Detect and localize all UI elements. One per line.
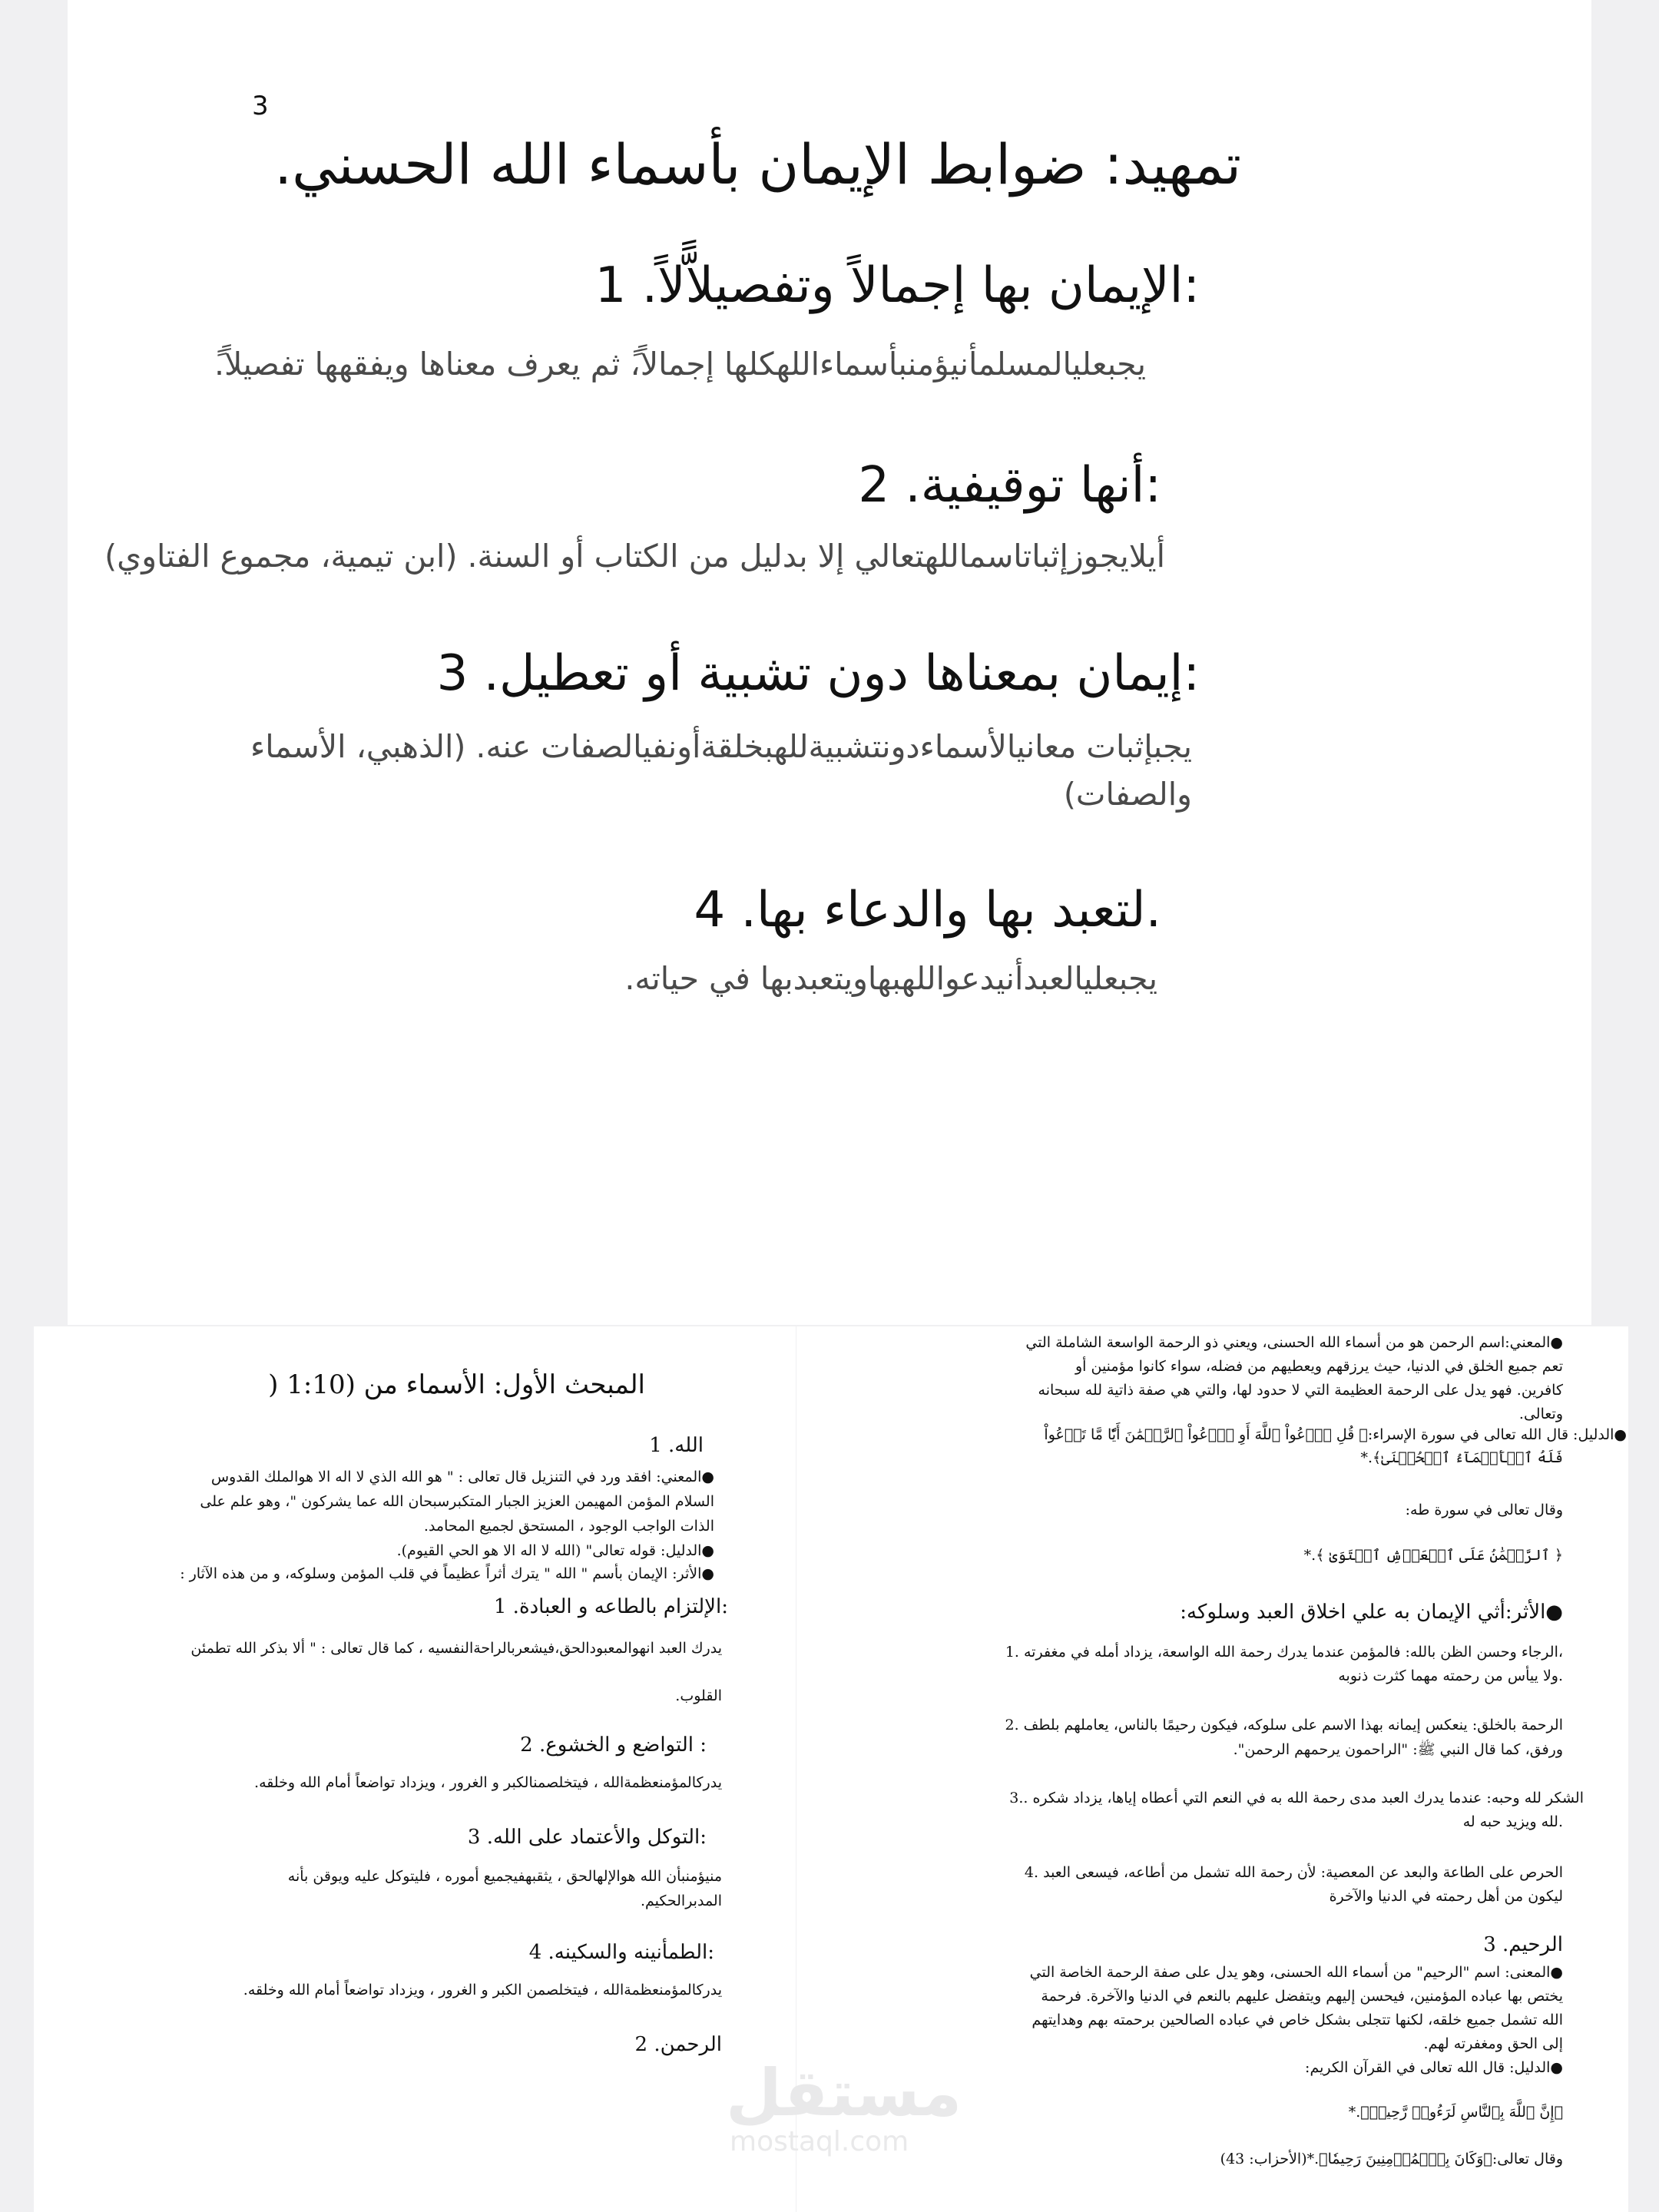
watermark-url: mostaql.com	[730, 2126, 909, 2157]
raheem-heading: الرحيم. 3	[1483, 1933, 1563, 1956]
chapter-heading: المبحث الأول: الأسماء من (1:10 (	[268, 1369, 645, 1400]
item-line-3-2: المدبرالحكيم.	[640, 1892, 722, 1909]
meaning-line-2: تعم جميع الخلق في الدنيا، حيث يرزقهم ويعطيهم من فضله، سواء كانوا مؤمنين أو	[1075, 1358, 1563, 1375]
meaning-line-1: ●المعني:اسم الرحمن هو من أسماء الله الحسنى، ويعني ذو الرحمة الواسعة الشاملة التي	[1025, 1334, 1563, 1351]
subheading-allah: الله. 1	[649, 1434, 704, 1457]
effect-1-line-2: .ولا ييأس من رحمته مهما كثرت ذنوبه	[1338, 1667, 1563, 1684]
intro-line-4: ●الدليل: قوله تعالى" (الله لا اله الا هو الحي القيوم).	[396, 1542, 714, 1559]
section-heading-4: .لتعبد بها والدعاء بها. 4	[694, 882, 1161, 939]
intro-line-2: السلام المؤمن المهيمن العزيز الجبار المتكبرسبحان الله عما يشركون "، وهو علم على	[200, 1493, 714, 1510]
footer-item-rahman: الرحمن. 2	[634, 2033, 722, 2056]
item-line-1-1: يدرك العبد انهوالمعبودالحق،فيشعربالراحةالنفسيه ، كما قال تعالى : " ألا بذكر الله تطمئن	[190, 1640, 722, 1657]
raheem-line-5: ●الدليل: قال الله تعالى في القرآن الكريم:	[1305, 2059, 1563, 2076]
raheem-verse-1: ﴿إِنَّ ٱللَّهَ بِٱلنَّاسِ لَرَءُوفٞ رَّحِيمٞ﴾.*	[1348, 2104, 1563, 2121]
item-title-1: :الإلتزام بالطاعه و العبادة. 1	[493, 1595, 728, 1618]
raheem-verse-2: وقال تعالى:﴿وَكَانَ بِٱلۡمُؤۡمِنِينَ رَحِيمٗا﴾.*(الأحزاب: 43)	[1220, 2151, 1563, 2167]
section-heading-1: :الإيمان بها إجمالاً وتفصيلاًّلاً. 1	[594, 257, 1200, 314]
watermark-logo: مستقل	[726, 2055, 962, 2131]
intro-line-1: ●المعني: افقد ورد في التنزيل قال تعالى : " هو الله الذي لا اله الا هوالملك القدوس	[210, 1469, 714, 1485]
intro-line-3: الذات الواجب الوجود ، المستحق لجميع المحامد.	[423, 1518, 714, 1535]
meaning-line-6: فَلَهُ ٱلۡأَسۡمَآءُ ٱلۡحُسۡنَىٰ﴾.*	[1360, 1449, 1563, 1466]
section-body-3-line-1: يجبإثبات معانيالأسماءدونتشبيةللهبخلقةأونفيالصفات عنه. (الذهبي، الأسماء	[250, 728, 1192, 765]
section-heading-2: :أنها توقيفية. 2	[858, 457, 1161, 514]
item-line-3-1: منيؤمنبأن الله هوالإلهالحق ، يثقبهفيجميع أموره ، فليتوكل عليه ويوقن بأنه	[287, 1868, 722, 1885]
effect-heading: ●الأثر:أثي الإيمان به علي اخلاق العبد وسلوكه:	[1180, 1601, 1563, 1624]
document-page-left	[34, 1326, 796, 2212]
effect-2-line-1: الرحمة بالخلق: ينعكس إيمانه بهذا الاسم على سلوكه، فيكون رحيمًا بالناس، يعاملهم بلطف .2	[1005, 1717, 1563, 1734]
item-title-4: :الطمأنينه والسكينه. 4	[528, 1941, 714, 1964]
meaning-line-3: كافرين. فهو يدل على الرحمة العظيمة التي لا حدود لها، والتي هي صفة ذاتية لله سبحانه	[1038, 1382, 1563, 1399]
taha-intro: وقال تعالى في سورة طه:	[1405, 1502, 1563, 1518]
section-body-3-line-2: والصفات)	[1063, 776, 1192, 813]
taha-verse: ﴿ ٱلرَّحۡمَٰنُ عَلَى ٱلۡعَرۡشِ ٱسۡتَوَىٰ ﴾.*	[1303, 1547, 1563, 1564]
document-page-top	[68, 0, 1591, 1325]
item-title-2: : التواضع و الخشوع. 2	[520, 1734, 707, 1757]
effect-3-line-1: الشكر لله وحبه: عندما يدرك العبد مدى رحمة الله به في النعم التي أعطاه إياها، يزداد شكره ..3	[1009, 1790, 1584, 1806]
effect-4-line-2: ليكون من أهل رحمته في الدنيا والآخرة	[1329, 1888, 1563, 1905]
section-body-4: يجبعليالعبدأنيدعواللهبهاويتعبدبها في حياته.	[624, 960, 1157, 997]
item-title-3: :التوكل والأعتماد على الله. 3	[467, 1826, 707, 1849]
raheem-line-2: يختص بها عباده المؤمنين، فيحسن إليهم ويتفضل عليهم بالنعم في الدنيا والآخرة. فرحمة	[1041, 1988, 1563, 2005]
page-number: 3	[252, 91, 269, 121]
raheem-line-1: ●المعنى: اسم "الرحيم" من أسماء الله الحسنى، وهو يدل على صفة الرحمة الخاصة التي	[1029, 1964, 1563, 1981]
intro-line-5: ●الأثر: الإيمان بأسم " الله " يترك أثراً عظيماً في قلب المؤمن وسلوكه، و من هذه الآثار :	[180, 1565, 714, 1582]
effect-1-line-1: ،الرجاء وحسن الظن بالله: فالمؤمن عندما يدرك رحمة الله الواسعة، يزداد أمله في مغفرته .1	[1005, 1644, 1563, 1661]
effect-2-line-2: ورفق، كما قال النبي ﷺ: "الراحمون يرحمهم الرحمن".	[1233, 1741, 1563, 1758]
raheem-line-3: الله تشمل جميع خلقه، لكنها تتجلى بشكل خاص في عباده الصالحين برحمته بهم وهدايتهم	[1031, 2012, 1563, 2028]
item-line-2-1: يدركالمؤمنعظمةالله ، فيتخلصمنالكبر و الغرور ، ويزداد تواضعاً أمام الله وخلقه.	[254, 1774, 722, 1791]
section-body-1: يجبعليالمسلمأنيؤمنبأسماءاللهكلها إجمالاً،ً ثم يعرف معناها ويفقهها تفصيلاً.ً	[214, 346, 1146, 382]
raheem-line-4: إلى الحق ومغفرته لهم.	[1423, 2035, 1563, 2052]
meaning-line-5: ●الدليل: قال الله تعالى في سورة الإسراء:﴿ قُلِ ٱدۡعُواْ ٱللَّهَ أَوِ ٱدۡعُواْ ٱلرَّحۡمَٰنَ أَيّٗا مَّا تَدۡعُواْ	[1044, 1426, 1627, 1443]
section-body-2: أيلايجوزإثباتاسماللهتعالي إلا بدليل من الكتاب أو السنة. (ابن تيمية، مجموع الفتاوي)	[104, 538, 1165, 575]
item-line-1-2: القلوب.	[675, 1687, 722, 1704]
item-line-4-1: يدركالمؤمنعظمةالله ، فيتخلصمن الكبر و الغرور ، ويزداد تواضعاً أمام الله وخلقه.	[243, 1982, 722, 1998]
effect-3-line-2: .لله ويزيد حبه له	[1462, 1813, 1563, 1830]
page-title: تمهيد: ضوابط الإيمان بأسماء الله الحسني.	[274, 132, 1241, 197]
effect-4-line-1: الحرص على الطاعة والبعد عن المعصية: لأن رحمة الله تشمل من أطاعه، فيسعى العبد .4	[1024, 1864, 1563, 1881]
meaning-line-4: وتعالى.	[1518, 1406, 1563, 1422]
section-heading-3: :إيمان بمعناها دون تشبية أو تعطيل. 3	[436, 645, 1200, 702]
